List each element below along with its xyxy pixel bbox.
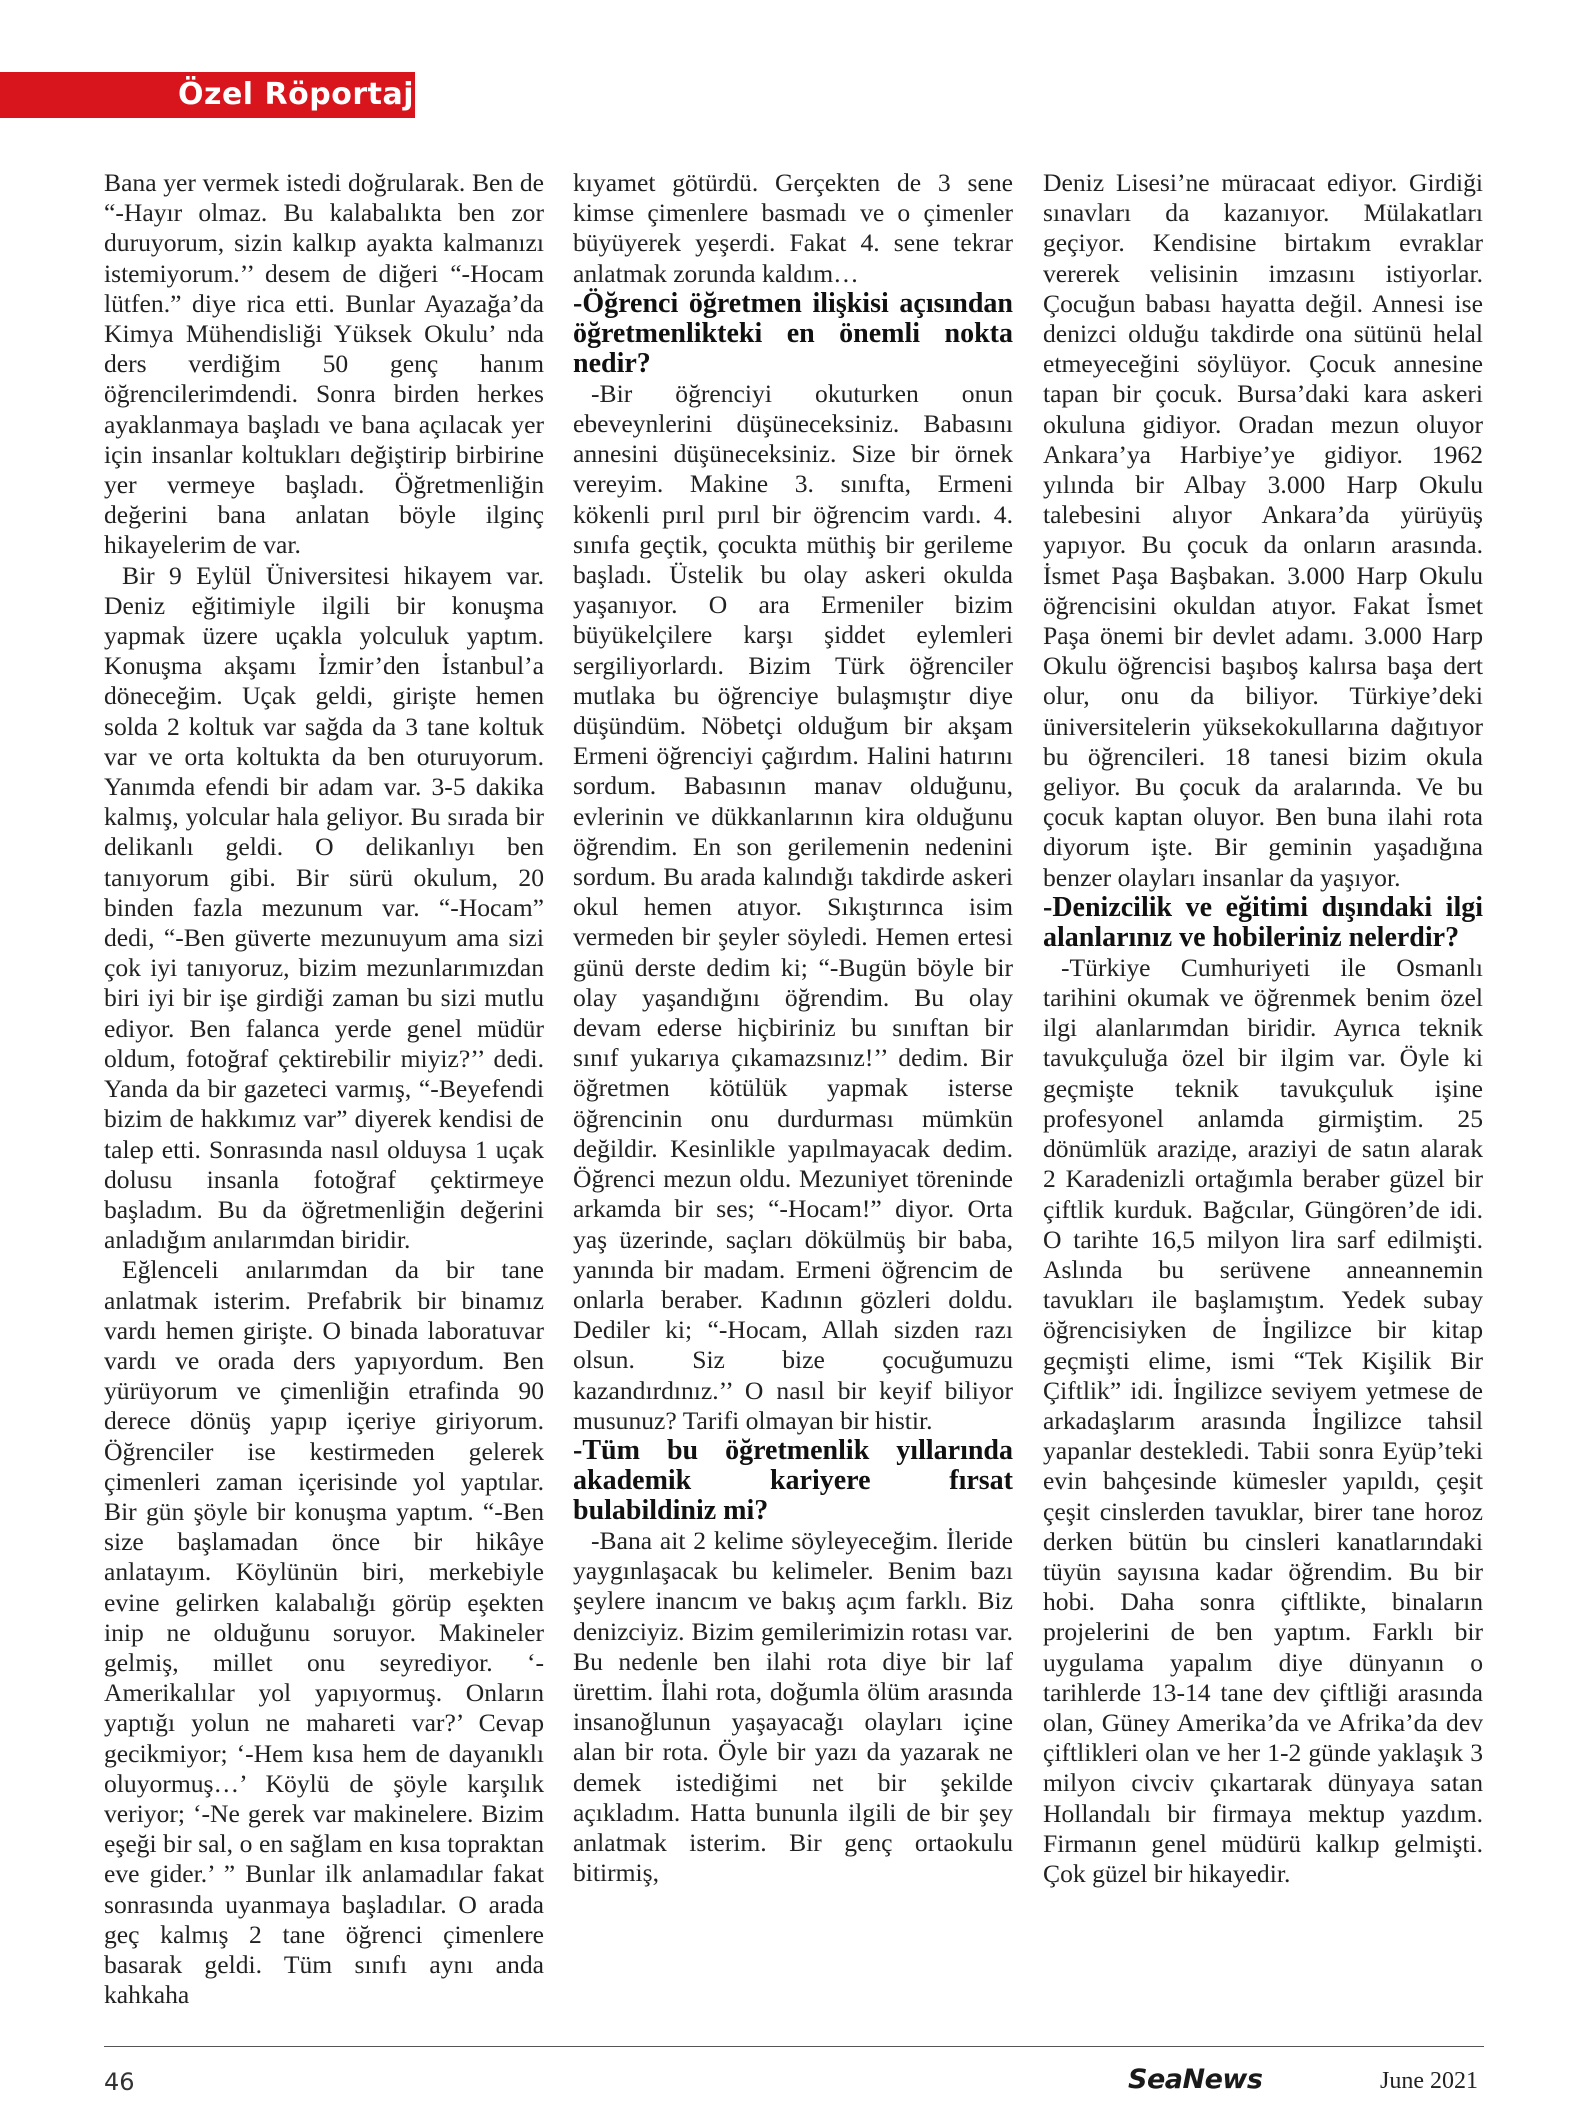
paragraph: Deniz Lisesi’ne müracaat ediyor. Girdiği sınavları da kazanıyor. Mülakatları geçiyor. Kendisine birtakım evraklar vererek velisinin imzasını istiyorlar. Çocuğun babası hayatta değil. Annesi ise denizci olduğu takdirde ona sütünü helal etmeyeceğini söylüyor. Çocuk annesine tapan bir çocuk. Bursa’daki kara askeri okuluna gidiyor. Oradan mezun oluyor Ankara’ya Harbiye’ye gidiyor. 1962 yılında bir Albay 3.000 Harp Okulu talebesini alıyor Ankara’da yürüyüş yapıyor. Bu çocuk da onların arasında. İsmet Paşa Başbakan. 3.000 Harp Okulu öğrencisini okuldan atıyor. Fakat İsmet Paşa önemi bir devlet adamı. 3.000 Harp Okulu öğrencisi başıboş kalırsa başa dert olur, onu da biliyor. Türkiye’deki üniversitelerin yüksekokullarına dağıtıyor bu öğrencileri. 18 tanesi bizim okula geliyor. Bu çocuk da aralarında. Ve bu çocuk kaptan oluyor. Ben buna ilahi rota diyorum işte. Bir geminin yaşadığına benzer olayları insanlar da yaşıyor. [1043,168,1483,892]
paragraph: -Bir öğrenciyi okuturken onun ebeveynlerini düşüneceksiniz. Babasını annesini düşüneceksiniz. Size bir örnek vereyim. Makine 3. sınıfta, Ermeni kökenli pırıl pırıl bir öğrencim vardı. 4. sınıfa geçtik, çocukta müthiş bir gerileme başladı. Üstelik bu olay askeri okulda yaşanıyor. O ara Ermeniler bizim büyükelçilere karşı şiddet eylemleri sergiliyorlardı. Bizim Türk öğrenciler mutlaka bu öğrenciye bulaşmıştır diye düşündüm. Nöbetçi olduğum bir akşam Ermeni öğrenciyi çağırdım. Halini hatırını sordum. Babasının manav olduğunu, evlerinin ve dükkanlarının kira olduğunu öğrendim. En son gerilemenin nedenini sordum. Bu arada kalındığı takdirde askeri okul hemen atıyor. Sıkıştırınca isim vermeden bir şeyler söyledi. Hemen ertesi günü derste dedim ki; “-Bugün böyle bir olay yaşandığını öğrendim. Bu olay devam ederse hiçbiriniz bu sınıftan bir sınıf yukarıya çıkamazsınız!’’ dedim. Bir öğretmen kötülük yapmak isterse öğrencinin onu durdurması mümkün değildir. Kesinlikle yapılmayacak dedim. Öğrenci mezun oldu. Mezuniyet töreninde arkamda bir ses; “-Hocam!” diyor. Orta yaş üzerinde, saçları dökülmüş bir baba, yanında bir madam. Ermeni öğrencim de onlarla beraber. Kadının gözleri doldu. Dediler ki; “-Hocam, Allah sizden razı olsun. Siz bize çocuğumuzu kazandırdınız.’’ O nasıl bir keyif biliyor musunuz? Tarifi olmayan bir histir. [573,378,1013,1435]
paragraph: -Türkiye Cumhuriyeti ile Osmanlı tarihini okumak ve öğrenmek benim özel ilgi alanlarımdan biridir. Ayrıca teknik tavukçuluğa özel bir ilgim var. Öyle ki geçmişte teknik tavukçuluk işine profesyonel anlamda girmiştim. 25 dönümlük araziде, araziyi de satın alarak 2 Karadenizli ortağımla beraber güzel bir çiftlik kurduk. Bağcılar, Güngören’de idi. O tarihte 16,5 milyon lira sarf edilmişti. Aslında bu serüvene anneannemin tavukları ile başlamıştım. Yedek subay öğrencisiyken de İngilizce bir kitap geçmişti elime, ismi “Tek Kişilik Bir Çiftlik” idi. İngilizce seviyem yetmese de arkadaşlarım arasında İngilizce tahsil yapanlar destekledi. Tabii sonra Eyüp’teki evin bahçesinde kümesler yapıldı, çeşit çeşit cinslerden tavuklar, birer tane horoz derken bütün bu cinsleri kanatlarındaki tüyün sayısına kadar öğrendim. Bu bir hobi. Daha sonra çiftlikte, binaların projelerini de ben yaptım. Farklı bir uygulama yapalım diye dünyanın o tarihlerde 13-14 tane dev çiftliği arasında olan, Güney Amerika’da ve Afrika’da dev çiftlikleri olan ve her 1-2 günde yaklaşık 3 milyon civciv çıkartarak dünyaya satan Hollandalı bir firmaya mektup yazdım. Firmanın genel müdürü kalkıp gelmişti. Çok güzel bir hikayedir. [1043,952,1483,1888]
paragraph: kıyamet götürdü. Gerçekten de 3 sene kimse çimenlere basmadı ve o çimenler büyüyerek yeşerdi. Fakat 4. sene tekrar anlatmak zorunda kaldım… [573,168,1013,288]
article-column-2 [573,168,1013,1888]
paragraph: -Bana ait 2 kelime söyleyeceğim. İleride yaygınlaşacak bu kelimeler. Benim bazı şeylere inancım ve bakış açım farklı. Biz denizciyiz. Bizim gemilerimizin rotası var. Bu nedenle ben ilahi rota diye bir laf ürettim. İlahi rota, doğumla ölüm arasında insanoğlunun yaşayacağı olayları içine alan bir rota. Öyle bir yazı da yazarak ne demek istediğimi net bir şekilde açıkladım. Hatta bununla ilgili de bir şey anlatmak isterim. Bir genç ortaokulu bitirmiş, [573,1525,1013,1888]
paragraph: Eğlenceli anılarımdan da bir tane anlatmak isterim. Prefabrik bir binamız vardı hemen girişte. O binada laboratuvar vardı ve orada ders yapıyordum. Ben yürüyorum ve çimenliğin etrafinda 90 derece dönüş yapıp içeriye giriyorum. Öğrenciler ise kestirmeden gelerek çimenleri zaman içerisinde yol yaptılar. Bir gün şöyle bir konuşma yaptım. “-Ben size başlamadan önce bir hikâye anlatayım. Köylünün biri, merkebiyle evine gelirken kalabalığı görüp eşekten inip ne olduğunu soruyor. Makineler gelmiş, millet onu seyrediyor. ‘-Amerikalılar yol yapıyormuş. Onların yaptığı yolun ne mahareti var?’ Cevap gecikmiyor; ‘-Hem kısa hem de dayanıklı oluyormuş…’ Köylü de şöyle karşılık veriyor; ‘-Ne gerek var makinelere. Bizim eşeği bir sal, o en sağlam en kısa topraktan eve gider.’ ” Bunlar ilk anlamadılar fakat sonrasında uyanmaya başladılar. O arada geç kalmış 2 tane öğrenci çimenlere basarak geldi. Tüm sınıfı aynı anda kahkaha [104,1255,544,2010]
interview-question: -Tüm bu öğretmenlik yıllarında akademik kariyere fırsat bulabildiniz mi? [573,1434,1013,1526]
article-column-3 [1043,168,1483,1889]
footer-divider [104,2046,1484,2047]
magazine-logo: SeaNews [1128,2064,1263,2095]
paragraph: Bana yer vermek istedi doğrularak. Ben de “-Hayır olmaz. Bu kalabalıkta ben zor duruyorum, sizin kalkıp ayakta kalmanızı istemiyorum.’’ desem de diğeri “-Hocam lütfen.” diye rica etti. Bunlar Ayazağa’da Kimya Mühendisliği Yüksek Okulu’ nda ders verdiğim 50 genç hanım öğrencilerimdendi. Sonra birden herkes ayaklanmaya başladı ve bana açılacak yer için insanlar koltukları değiştirip birbirine yer vermeye başladı. Öğretmenliğin değerini bana anlatan böyle ilginç hikayelerim de var. [104,168,544,560]
article-column-1 [104,168,544,2010]
interview-question: -Öğrenci öğretmen ilişkisi açısından öğretmenlikteki en önemli nokta nedir? [573,287,1013,379]
issue-date: June 2021 [1380,2068,1478,2094]
page-number: 46 [104,2068,135,2096]
interview-question: -Denizcilik ve eğitimi dışındaki ilgi alanlarınız ve hobileriniz nelerdir? [1043,891,1483,953]
section-label: Özel Röportaj [178,77,414,112]
paragraph: Bir 9 Eylül Üniversitesi hikayem var. Deniz eğitimiyle ilgili bir konuşma yapmak üzere uçakla yolculuk yaptım. Konuşma akşamı İzmir’den İstanbul’a döneceğim. Uçak geldi, girişte hemen solda 2 koltuk var sağda da 3 tane koltuk var ve orta koltukta da ben oturuyorum. Yanımda efendi bir adam var. 3-5 dakika kalmış, yolcular hala geliyor. Bu sırada bir delikanlı geldi. O delikanlıyı ben tanıyorum gibi. Bir sürü okulum, 20 binden fazla mezunum var. “-Hocam” dedi, “-Ben güverte mezunuyum ama sizi çok iyi tanıyoruz, bizim mezunlarımızdan biri iyi bir işe girdiği zaman bu sizi mutlu ediyor. Ben falanca yerde genel müdür oldum, fotoğraf çektirebilir miyiz?’’ dedi. Yanda da bir gazeteci varmış, “-Beyefendi bizim de hakkımız var” diyerek kendisi de talep etti. Sonrasında nasıl olduysa 1 uçak dolusu insanla fotoğraf çektirmeye başladım. Bu da öğretmenliğin değerini anladığım anılarımdan biridir. [104,560,544,1255]
